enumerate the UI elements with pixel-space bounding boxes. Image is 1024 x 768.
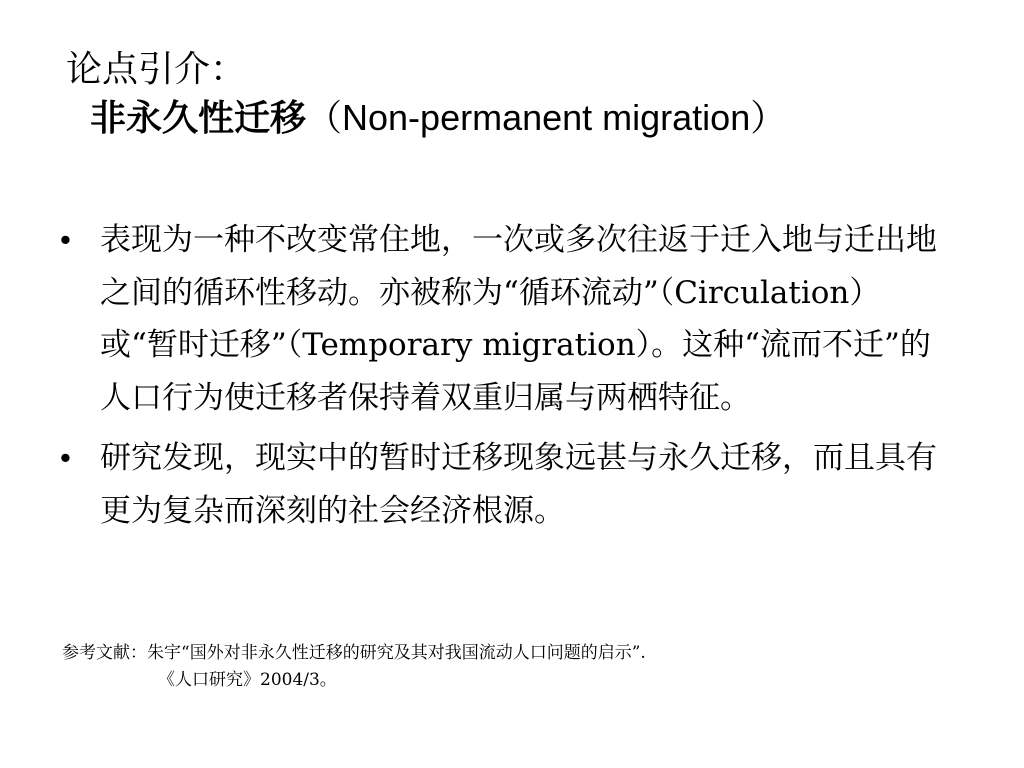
- bullet-marker: •: [60, 440, 71, 475]
- title-topic: [66, 94, 996, 142]
- title-topic-english: （Non-permanent migration）: [306, 97, 787, 138]
- bullet-list: [58, 214, 948, 545]
- title-topic-chinese: 非永久性迁移: [90, 98, 307, 139]
- title-intro: 论点引介：: [66, 49, 247, 90]
- reference-line-1: 参考文献：朱宇“国外对非永久性迁移的研究及其对我国流动人口问题的启示”.: [62, 643, 646, 663]
- reference-line-2: 《人口研究》2004/3。: [158, 670, 337, 690]
- bullet-marker: •: [60, 222, 71, 257]
- bullet-text: 表现为一种不改变常住地，一次或多次往返于迁入地与迁出地之间的循环性移动。亦被称为“循环流动”（Circulation）或“暂时迁移”（Temporary migration）。这种“流而不迁”的人口行为使迁移者保持着双重归属与两栖特征。: [100, 222, 937, 416]
- slide-title: [66, 46, 996, 142]
- bullet-item: [58, 214, 948, 424]
- bullet-item: [58, 432, 948, 537]
- reference-note: [62, 640, 962, 694]
- bullet-text: 研究发现，现实中的暂时迁移现象远甚与永久迁移，而且具有更为复杂而深刻的社会经济根源。: [100, 440, 937, 529]
